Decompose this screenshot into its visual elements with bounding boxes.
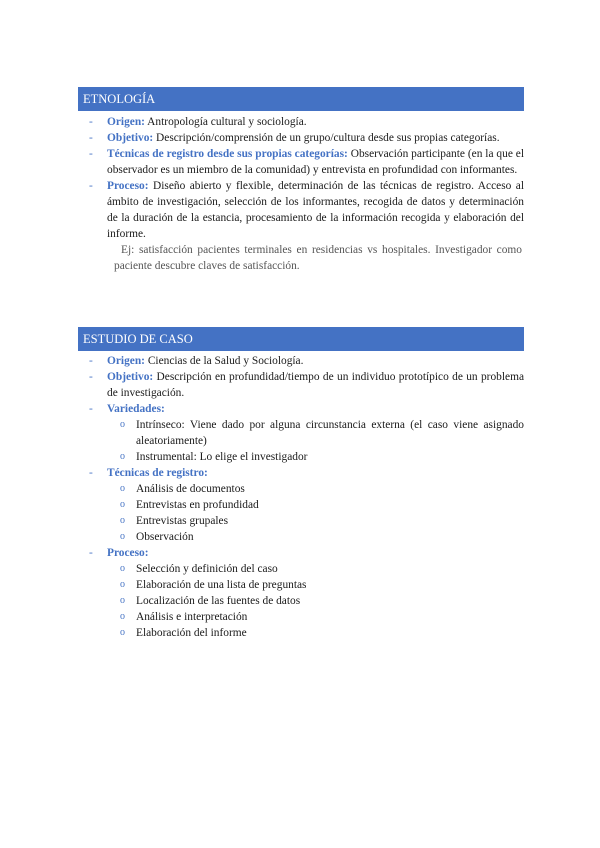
item-list — [78, 114, 524, 242]
sub-item — [78, 481, 524, 497]
sub-item — [78, 497, 524, 513]
item-text: Antropología cultural y sociología. — [144, 116, 307, 128]
sub-item-text: Análisis e interpretación — [136, 611, 248, 623]
sub-item-text: Análisis de documentos — [136, 483, 245, 495]
dash-bullet-icon: - — [89, 547, 93, 559]
item-label: Origen: — [107, 116, 145, 128]
sub-item-text: Intrínseco: Viene dado por alguna circunstancia externa (el caso viene asignado aleatoriamente) — [136, 419, 524, 447]
dash-bullet-icon: - — [89, 371, 93, 383]
item-label: Objetivo: — [107, 371, 154, 383]
dash-bullet-icon: - — [89, 355, 93, 367]
sub-item — [78, 449, 524, 465]
item-label: Técnicas de registro: — [107, 467, 208, 479]
dash-bullet-icon: - — [89, 132, 93, 144]
sub-item — [78, 625, 524, 641]
list-item-tecnicas — [78, 146, 524, 178]
circle-bullet-icon: o — [120, 595, 125, 606]
section-title-bar — [78, 327, 524, 351]
sub-item-text: Instrumental: Lo elige el investigador — [136, 451, 308, 463]
sub-list-variedades — [78, 417, 524, 465]
sub-item-text: Entrevistas grupales — [136, 515, 229, 527]
dash-bullet-icon: - — [89, 148, 93, 160]
item-text: Ciencias de la Salud y Sociología. — [144, 355, 304, 367]
circle-bullet-icon: o — [120, 563, 125, 574]
list-item-objetivo — [78, 130, 524, 146]
circle-bullet-icon: o — [120, 419, 125, 430]
sub-list-proceso — [78, 561, 524, 641]
sub-item-text: Selección y definición del caso — [136, 563, 278, 575]
dash-bullet-icon: - — [89, 180, 93, 192]
circle-bullet-icon: o — [120, 627, 125, 638]
dash-bullet-icon: - — [89, 116, 93, 128]
circle-bullet-icon: o — [120, 483, 125, 494]
item-label: Proceso: — [107, 547, 149, 559]
item-label: Origen: — [107, 355, 145, 367]
section-estudio-de-caso — [78, 327, 524, 641]
sub-item-text: Elaboración del informe — [136, 627, 247, 639]
sub-item — [78, 577, 524, 593]
dash-bullet-icon: - — [89, 403, 93, 415]
list-item-proceso — [78, 545, 524, 561]
sub-item — [78, 513, 524, 529]
item-label: Proceso: — [107, 180, 149, 192]
item-text: Observación participante (en la que el observador es un miembro de la comunidad) y entrevista en profundidad con informantes. — [107, 148, 524, 176]
list-item-origen — [78, 353, 524, 369]
circle-bullet-icon: o — [120, 611, 125, 622]
item-label: Variedades: — [107, 403, 165, 415]
circle-bullet-icon: o — [120, 499, 125, 510]
sub-list-tecnicas — [78, 481, 524, 545]
list-item-origen — [78, 114, 524, 130]
dash-bullet-icon: - — [89, 467, 93, 479]
item-label: Técnicas de registro desde sus propias categorías: — [107, 148, 348, 160]
item-list — [78, 545, 524, 561]
circle-bullet-icon: o — [120, 515, 125, 526]
circle-bullet-icon: o — [120, 531, 125, 542]
sub-item — [78, 609, 524, 625]
circle-bullet-icon: o — [120, 579, 125, 590]
section-title-bar — [78, 87, 524, 111]
item-list — [78, 353, 524, 417]
circle-bullet-icon: o — [120, 451, 125, 462]
section-etnologia — [78, 87, 524, 274]
item-list — [78, 465, 524, 481]
sub-item-text: Entrevistas en profundidad — [136, 499, 259, 511]
list-item-objetivo — [78, 369, 524, 401]
sub-item — [78, 593, 524, 609]
sub-item-text: Elaboración de una lista de preguntas — [136, 579, 307, 591]
section-title: ETNOLOGÍA — [83, 92, 156, 106]
sub-item-text: Observación — [136, 531, 194, 543]
section-title: ESTUDIO DE CASO — [83, 332, 193, 346]
item-label: Objetivo: — [107, 132, 154, 144]
sub-item — [78, 561, 524, 577]
list-item-proceso — [78, 178, 524, 242]
item-text: Descripción en profundidad/tiempo de un individuo prototípico de un problema de investigación. — [107, 371, 524, 399]
list-item-tecnicas — [78, 465, 524, 481]
sub-item — [78, 529, 524, 545]
item-text: Diseño abierto y flexible, determinación de las técnicas de registro. Acceso al ámbito de investigación, selección de los informantes, recogida de datos y determinación de la duración de la estancia, procesamiento de la información recogida y elaboración del informe. — [107, 180, 524, 240]
sub-item-text: Localización de las fuentes de datos — [136, 595, 301, 607]
item-text: Descripción/comprensión de un grupo/cultura desde sus propias categorías. — [153, 132, 500, 144]
list-item-variedades — [78, 401, 524, 417]
sub-item — [78, 417, 524, 449]
example-note: Ej: satisfacción pacientes terminales en residencias vs hospitales. Investigador como paciente descubre claves de satisfacción. — [114, 244, 522, 272]
